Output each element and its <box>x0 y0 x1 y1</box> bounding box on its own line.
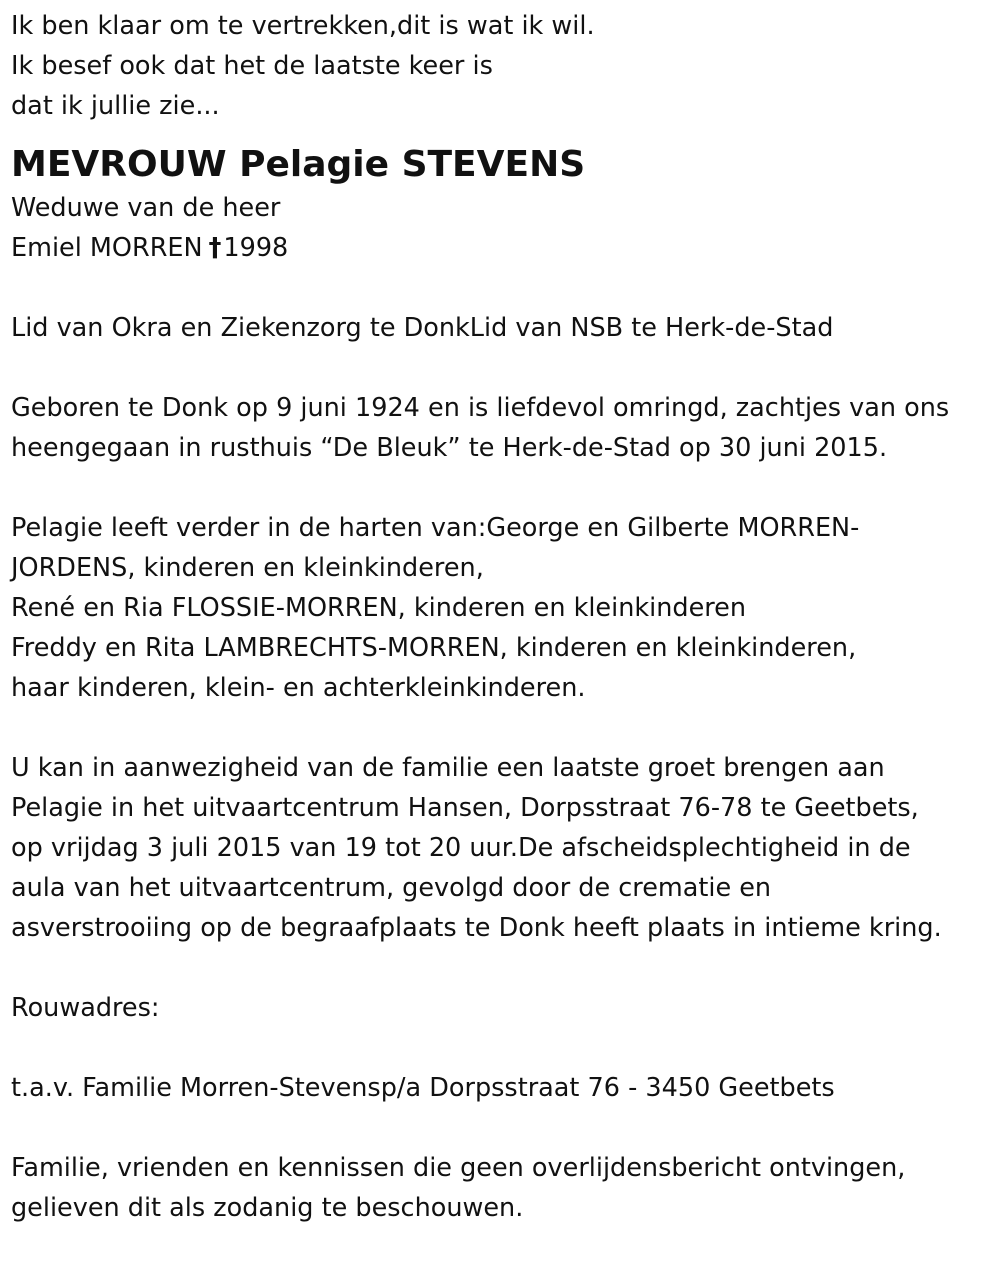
spacer <box>11 1028 991 1068</box>
spacer <box>11 348 991 388</box>
paragraph-line: René en Ria FLOSSIE-MORREN, kinderen en kleinkinderen <box>11 593 747 623</box>
paragraph-line: Geboren te Donk op 9 juni 1924 en is liefdevol omringd, zachtjes van ons <box>11 393 950 423</box>
paragraph-line: heengegaan in rusthuis “De Bleuk” te Herk-de-Stad op 30 juni 2015. <box>11 433 888 463</box>
spacer <box>11 1108 991 1148</box>
spacer <box>11 948 991 988</box>
paragraph-line: JORDENS, kinderen en kleinkinderen, <box>11 553 484 583</box>
spouse-info <box>11 188 991 268</box>
poem-line: Ik besef ook dat het de laatste keer is <box>11 51 493 81</box>
survivors-paragraph <box>11 508 991 708</box>
ceremony-paragraph <box>11 748 991 948</box>
closing-paragraph <box>11 1148 991 1228</box>
cross-icon: † <box>208 233 222 263</box>
paragraph-line: Familie, vrienden en kennissen die geen overlijdensbericht ontvingen, <box>11 1153 906 1183</box>
paragraph-line: Pelagie leeft verder in de harten van:George en Gilberte MORREN- <box>11 513 860 543</box>
birth-death-paragraph <box>11 388 991 468</box>
spouse-death-year: 1998 <box>223 233 289 263</box>
paragraph-line: gelieven dit als zodanig te beschouwen. <box>11 1193 524 1223</box>
paragraph-line: Pelagie in het uitvaartcentrum Hansen, Dorpsstraat 76-78 te Geetbets, <box>11 793 919 823</box>
paragraph-line: op vrijdag 3 juli 2015 van 19 tot 20 uur.De afscheidsplechtigheid in de <box>11 833 911 863</box>
address-value: t.a.v. Familie Morren-Stevensp/a Dorpsstraat 76 - 3450 Geetbets <box>11 1073 835 1103</box>
spacer <box>11 268 991 308</box>
memberships-text: Lid van Okra en Ziekenzorg te DonkLid van NSB te Herk-de-Stad <box>11 313 834 343</box>
paragraph-line: haar kinderen, klein- en achterkleinkinderen. <box>11 673 586 703</box>
spouse-name: Emiel MORREN <box>11 233 203 263</box>
poem-line: dat ik jullie zie... <box>11 91 220 121</box>
poem <box>11 6 991 126</box>
obituary-document <box>11 6 991 1228</box>
paragraph-line: aula van het uitvaartcentrum, gevolgd door de crematie en <box>11 873 772 903</box>
relation-text: Weduwe van de heer <box>11 193 281 223</box>
paragraph-line: asverstrooiing op de begraafplaats te Donk heeft plaats in intieme kring. <box>11 913 942 943</box>
spacer <box>11 708 991 748</box>
address-label: Rouwadres: <box>11 993 160 1023</box>
deceased-name: MEVROUW Pelagie STEVENS <box>11 144 586 185</box>
poem-line: Ik ben klaar om te vertrekken,dit is wat ik wil. <box>11 11 595 41</box>
spacer <box>11 468 991 508</box>
spouse-line <box>11 228 991 268</box>
paragraph-line: Freddy en Rita LAMBRECHTS-MORREN, kinderen en kleinkinderen, <box>11 633 857 663</box>
paragraph-line: U kan in aanwezigheid van de familie een laatste groet brengen aan <box>11 753 885 783</box>
